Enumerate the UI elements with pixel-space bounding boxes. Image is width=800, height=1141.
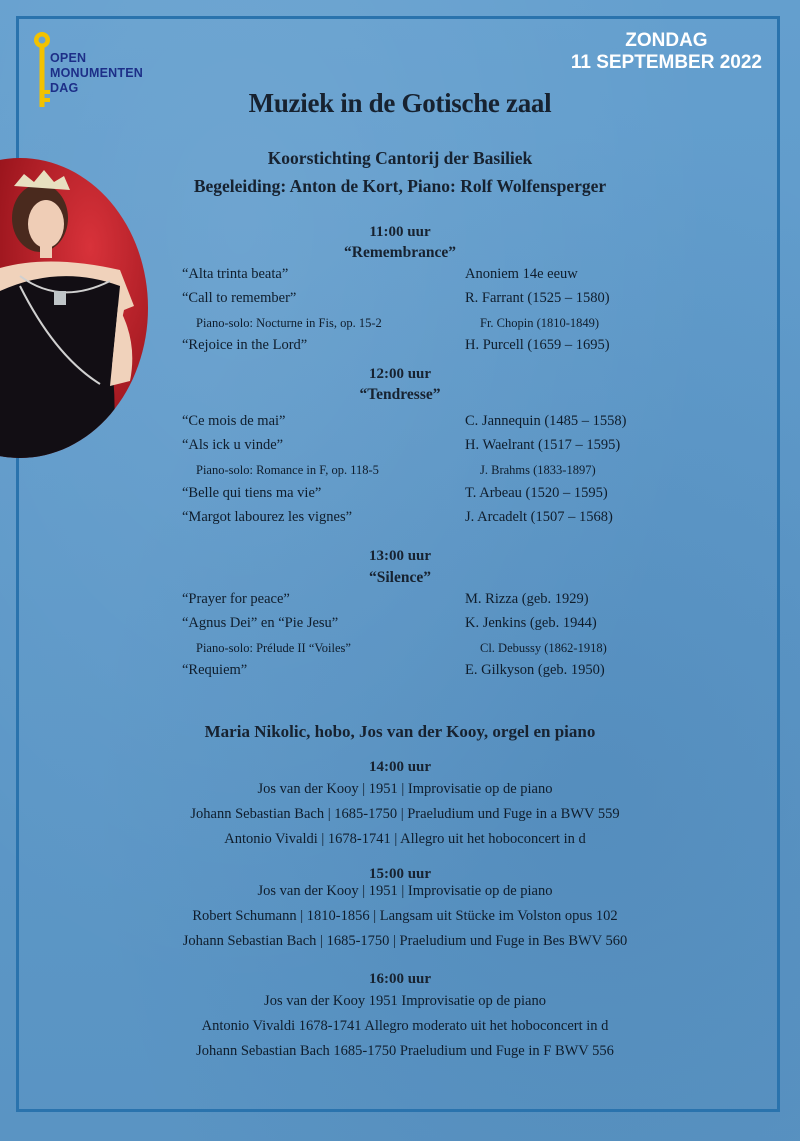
composer: Cl. Debussy (1862-1918) [480, 641, 607, 655]
composer: E. Gilkyson (geb. 1950) [465, 662, 605, 678]
session-theme: “Tendresse” [359, 386, 441, 403]
program-item [0, 316, 800, 336]
composer: H. Waelrant (1517 – 1595) [465, 437, 621, 453]
program-item [0, 509, 800, 529]
composer: Anoniem 14e eeuw [465, 266, 578, 282]
program-item [0, 463, 800, 483]
program-item [0, 615, 800, 635]
program-line: Johann Sebastian Bach | 1685-1750 | Praeludium und Fuge in Bes BWV 560 [182, 933, 628, 949]
composer: T. Arbeau (1520 – 1595) [465, 485, 608, 501]
logo-line-monumenten: MONUMENTEN [50, 66, 143, 80]
program-item [0, 485, 800, 505]
program-line: Antonio Vivaldi 1678-1741 Allegro moderato uit het hoboconcert in d [201, 1018, 609, 1034]
program-line: Johann Sebastian Bach | 1685-1750 | Praeludium und Fuge in a BWV 559 [190, 806, 620, 822]
work-title: “Als ick u vinde” [182, 437, 284, 453]
page-title: Muziek in de Gotische zaal [248, 88, 552, 118]
choir-name: Koorstichting Cantorij der Basiliek [267, 148, 533, 168]
program-line: Jos van der Kooy | 1951 | Improvisatie op de piano [257, 781, 553, 797]
session-theme: “Remembrance” [344, 244, 456, 261]
composer: M. Rizza (geb. 1929) [465, 591, 589, 607]
session-time: 14:00 uur [368, 759, 432, 775]
program-line: Robert Schumann | 1810-1856 | Langsam uit Stücke im Volston opus 102 [192, 908, 618, 924]
program-line: Jos van der Kooy | 1951 | Improvisatie op de piano [257, 883, 553, 899]
logo-line-dag: DAG [50, 81, 79, 95]
logo-line-open: OPEN [50, 51, 87, 65]
composer: J. Brahms (1833-1897) [480, 463, 596, 477]
program-item [0, 290, 800, 310]
performers-heading: Maria Nikolic, hobo, Jos van der Kooy, orgel en piano [204, 722, 596, 741]
work-title: “Margot labourez les vignes” [182, 509, 353, 525]
session-time: 15:00 uur [368, 866, 432, 882]
session-time: 11:00 uur [369, 224, 431, 240]
work-title: “Agnus Dei” en “Pie Jesu” [182, 615, 339, 631]
work-title: “Call to remember” [182, 290, 297, 306]
session-time: 13:00 uur [368, 548, 432, 564]
work-title: “Ce mois de mai” [182, 413, 286, 429]
event-date [571, 30, 762, 74]
program-item [0, 591, 800, 611]
program-item [0, 437, 800, 457]
work-title: “Prayer for peace” [182, 591, 290, 607]
session-time: 16:00 uur [368, 971, 432, 987]
composer: K. Jenkins (geb. 1944) [465, 615, 597, 631]
program-item [0, 266, 800, 286]
composer: R. Farrant (1525 – 1580) [465, 290, 610, 306]
composer: C. Jannequin (1485 – 1558) [465, 413, 627, 429]
accompaniment: Begeleiding: Anton de Kort, Piano: Rolf Wolfensperger [193, 176, 607, 196]
work-title: “Requiem” [182, 662, 248, 678]
date-full: 11 SEPTEMBER 2022 [570, 52, 762, 73]
work-title: Piano-solo: Prélude II “Voiles” [196, 641, 351, 655]
program-item [0, 641, 800, 661]
work-title: “Belle qui tiens ma vie” [182, 485, 322, 501]
composer: Fr. Chopin (1810-1849) [480, 316, 600, 330]
composer: J. Arcadelt (1507 – 1568) [465, 509, 613, 525]
program-item [0, 662, 800, 682]
program-item [0, 413, 800, 433]
program-line: Jos van der Kooy 1951 Improvisatie op de piano [264, 993, 546, 1009]
work-title: “Alta trinta beata” [182, 266, 289, 282]
date-day: ZONDAG [625, 30, 708, 51]
program-line: Antonio Vivaldi | 1678-1741 | Allegro uit het hoboconcert in d [224, 831, 586, 847]
composer: H. Purcell (1659 – 1695) [465, 337, 610, 353]
program-line: Johann Sebastian Bach 1685-1750 Praeludium und Fuge in F BWV 556 [196, 1043, 614, 1059]
session-theme: “Silence” [369, 569, 431, 586]
work-title: “Rejoice in the Lord” [182, 337, 308, 353]
session-time: 12:00 uur [368, 366, 432, 382]
work-title: Piano-solo: Romance in F, op. 118-5 [196, 463, 379, 477]
program-item [0, 337, 800, 357]
work-title: Piano-solo: Nocturne in Fis, op. 15-2 [196, 316, 382, 330]
